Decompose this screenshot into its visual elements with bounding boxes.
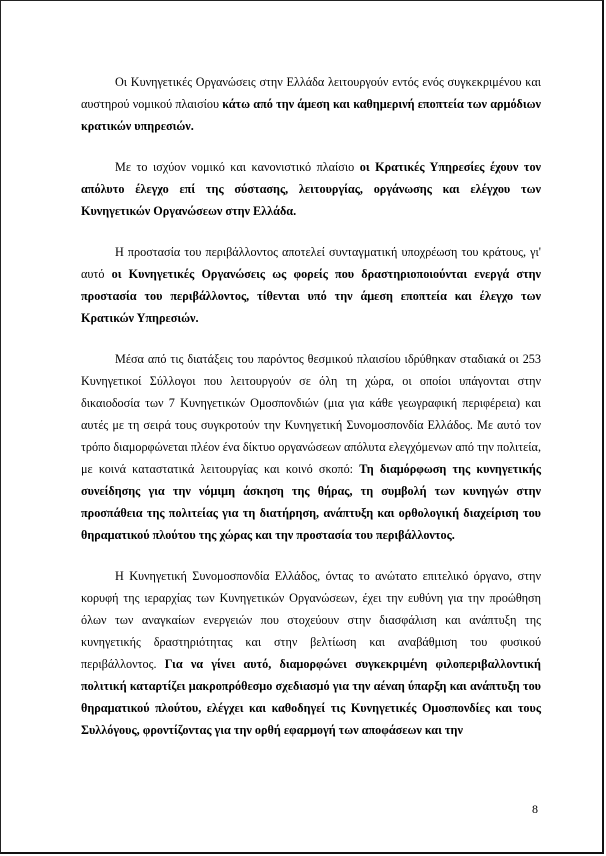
paragraph-1 <box>81 71 541 137</box>
page-number: 8 <box>532 802 538 816</box>
paragraph-5-text: Η Κυνηγετική Συνομοσπονδία Ελλάδος, όντας το ανώτατο επιτελικό όργανο, στην κορυφή της ιεραρχίας των Κυνηγετικών Οργανώσεων, έχει την ευθύνη για την προώθηση όλων των αναγκαίων ενεργειών που στοχεύουν στην διασφάλιση και ανάπτυξη της κυνηγετικής δραστηριότητας και στην βελτίωση και αναβάθμιση του φυσικού περιβάλλοντος. <box>81 569 541 671</box>
paragraph-4-bold-text: Τη διαμόρφωση της κυνηγετικής συνείδησης για την νόμιμη άσκηση της θήρας, τη συμβολή των κυνηγών στην προσπάθεια της πολιτείας για τη διατήρηση, ανάπτυξη και ορθολογική διαχείριση του θηραματικού πλούτου της χώρας και την προστασία του περιβάλλοντος. <box>81 462 541 542</box>
paragraph-3-text: Η προστασία του περιβάλλοντος αποτελεί συνταγματική υποχρέωση του κράτους, γι' αυτό <box>81 245 541 281</box>
paragraph-1-text: Οι Κυνηγετικές Οργανώσεις στην Ελλάδα λειτουργούν εντός ενός συγκεκριμένου και αυστηρού νομικού πλαισίου <box>81 75 541 111</box>
paragraph-5 <box>81 565 541 741</box>
paragraph-2-text: Με το ισχύον νομικό και κανονιστικό πλαίσιο <box>115 160 360 174</box>
page-body <box>81 71 541 760</box>
paragraph-3-bold-text: οι Κυνηγετικές Οργανώσεις ως φορείς που δραστηριοποιούνται ενεργά στην προστασία του περιβάλλοντος, τίθενται υπό την άμεση εποπτεία και έλεγχο των Κρατικών Υπηρεσιών. <box>81 267 541 325</box>
paragraph-3 <box>81 241 541 329</box>
paragraph-2-bold-text: οι Κρατικές Υπηρεσίες έχουν τον απόλυτο έλεγχο επί της σύστασης, λειτουργίας, οργάνωσης και ελέγχου των Κυνηγετικών Οργανώσεων στην Ελλάδα. <box>81 160 541 218</box>
paragraph-4-text: Μέσα από τις διατάξεις του παρόντος θεσμικού πλαισίου ιδρύθηκαν σταδιακά οι 253 Κυνηγετικοί Σύλλογοι που λειτουργούν σε όλη τη χώρα, οι οποίοι υπάγονται στην δικαιοδοσία των 7 Κυνηγετικών Ομοσπονδιών (μια για κάθε γεωγραφική περιφέρεια) και αυτές με τη σειρά τους συγκροτούν την Κυνηγετική Συνομοσπονδία Ελλάδος. Με αυτό τον τρόπο διαμορφώνεται πλέον ένα δίκτυο οργανώσεων απόλυτα ελεγχόμενων από την πολιτεία, με κοινά καταστατικά λειτουργίας και κοινό σκοπό: <box>81 352 541 476</box>
paragraph-1-bold-text: κάτω από την άμεση και καθημερινή εποπτεία των αρμόδιων κρατικών υπηρεσιών. <box>81 97 541 133</box>
paragraph-4 <box>81 348 541 546</box>
paragraph-5-bold-text: Για να γίνει αυτό, διαμορφώνει συγκεκριμένη φιλοπεριβαλλοντική πολιτική καταρτίζει μακροπρόθεσμο σχεδιασμό για την αέναη ύπαρξη και ανάπτυξη του θηραματικού πλούτου, ελέγχει και καθοδηγεί τις Κυνηγετικές Ομοσπονδίες και τους Συλλόγους, φροντίζοντας για την ορθή εφαρμογή των αποφάσεων και την <box>81 657 541 737</box>
paragraph-2 <box>81 156 541 222</box>
